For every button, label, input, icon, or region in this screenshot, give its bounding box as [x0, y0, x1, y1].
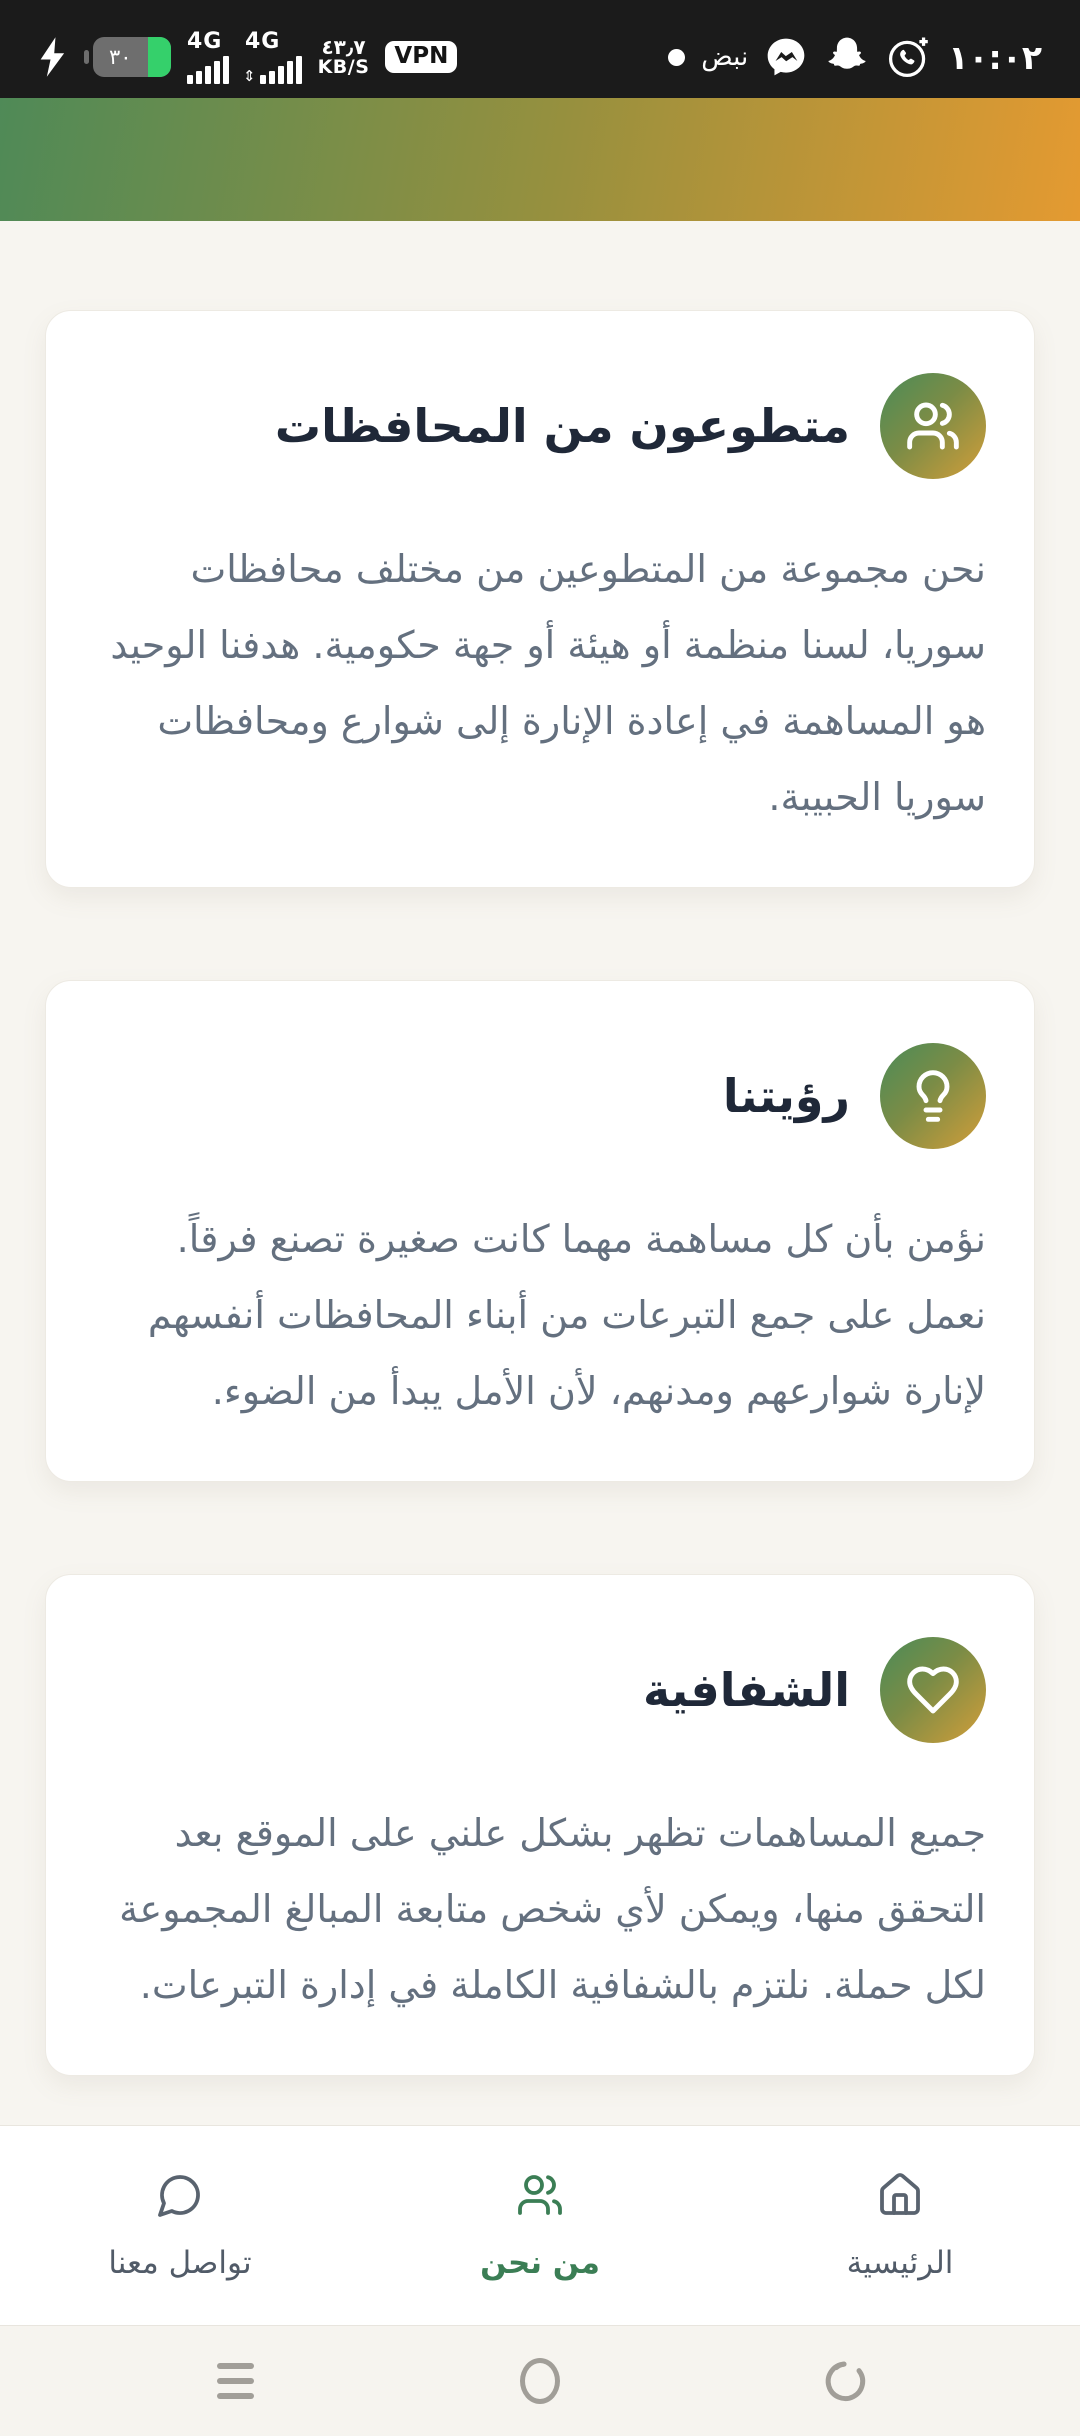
nav-item-about-us[interactable] — [360, 2171, 720, 2281]
card-body-text: جميع المساهمات تظهر بشكل علني على الموقع بعد التحقق منها، ويمكن لأي شخص متابعة المبالغ المجموعة لكل حملة. نلتزم بالشفافية الكاملة في إدارة التبرعات. — [119, 1811, 986, 2007]
bottom-navigation — [0, 2125, 1080, 2325]
home-circle-icon[interactable] — [500, 2341, 580, 2421]
card-header — [94, 373, 986, 479]
card-volunteers — [45, 310, 1035, 888]
data-rate: ٤٣٫٧ KB/S — [317, 34, 370, 78]
nav-label: الرئيسية — [846, 2244, 954, 2281]
battery-percent: ٣٠ — [109, 45, 132, 69]
system-navigation-bar — [0, 2325, 1080, 2436]
signal-bars-icon — [260, 56, 302, 84]
nav-label: من نحن — [480, 2244, 600, 2281]
home-icon — [876, 2171, 924, 2223]
notification-app-name: نبض — [701, 42, 749, 72]
whatsapp-call-plus-icon — [886, 34, 932, 80]
status-bar — [0, 0, 1080, 98]
users-icon — [880, 373, 986, 479]
charging-bolt-icon — [38, 36, 68, 78]
battery-nub — [84, 50, 89, 64]
heart-icon — [880, 1637, 986, 1743]
card-title: رؤيتنا — [722, 1069, 850, 1123]
card-vision — [45, 980, 1035, 1482]
nav-item-contact-us[interactable] — [0, 2171, 360, 2281]
card-title: متطوعون من المحافظات — [274, 399, 850, 453]
menu-icon[interactable] — [195, 2341, 275, 2421]
sim2-signal: 4G ⇕ — [245, 31, 302, 84]
battery-indicator — [93, 37, 171, 77]
sim1-signal: 4G — [187, 31, 229, 84]
battery-level-fill — [148, 37, 171, 77]
card-body-text: نحن مجموعة من المتطوعين من مختلف محافظات سوريا، لسنا منظمة أو هيئة أو جهة حكومية. هدفنا الوحيد هو المساهمة في إعادة الإنارة إلى شوارع ومحافظات سوريا الحبيبة. — [110, 547, 986, 819]
card-title: الشفافية — [642, 1663, 850, 1717]
status-left-group — [38, 28, 457, 85]
card-body-text: نؤمن بأن كل مساهمة مهما كانت صغيرة تصنع فرقاً. نعمل على جمع التبرعات من أبناء المحافظات أنفسهم لإنارة شوارعهم ومدنهم، لأن الأمل يبدأ من الضوء. — [147, 1217, 986, 1413]
clock: ١٠:٠٢ — [948, 37, 1042, 77]
back-icon[interactable] — [805, 2341, 885, 2421]
notification-dot-icon — [668, 49, 685, 66]
status-right-group — [668, 34, 1042, 80]
vpn-badge: VPN — [385, 41, 457, 72]
card-transparency — [45, 1574, 1035, 2076]
card-header — [94, 1637, 986, 1743]
chat-icon — [156, 2171, 204, 2223]
messenger-icon — [764, 35, 808, 79]
nav-label: تواصل معنا — [108, 2244, 252, 2281]
signal-bars-icon — [187, 56, 229, 84]
lightbulb-icon — [880, 1043, 986, 1149]
nav-item-home[interactable] — [720, 2171, 1080, 2281]
users-icon — [516, 2171, 564, 2223]
card-header — [94, 1043, 986, 1149]
snapchat-icon — [824, 34, 870, 80]
about-page-content — [0, 221, 1080, 2076]
header-gradient-banner — [0, 98, 1080, 221]
data-arrows-icon: ⇕ — [243, 66, 256, 85]
